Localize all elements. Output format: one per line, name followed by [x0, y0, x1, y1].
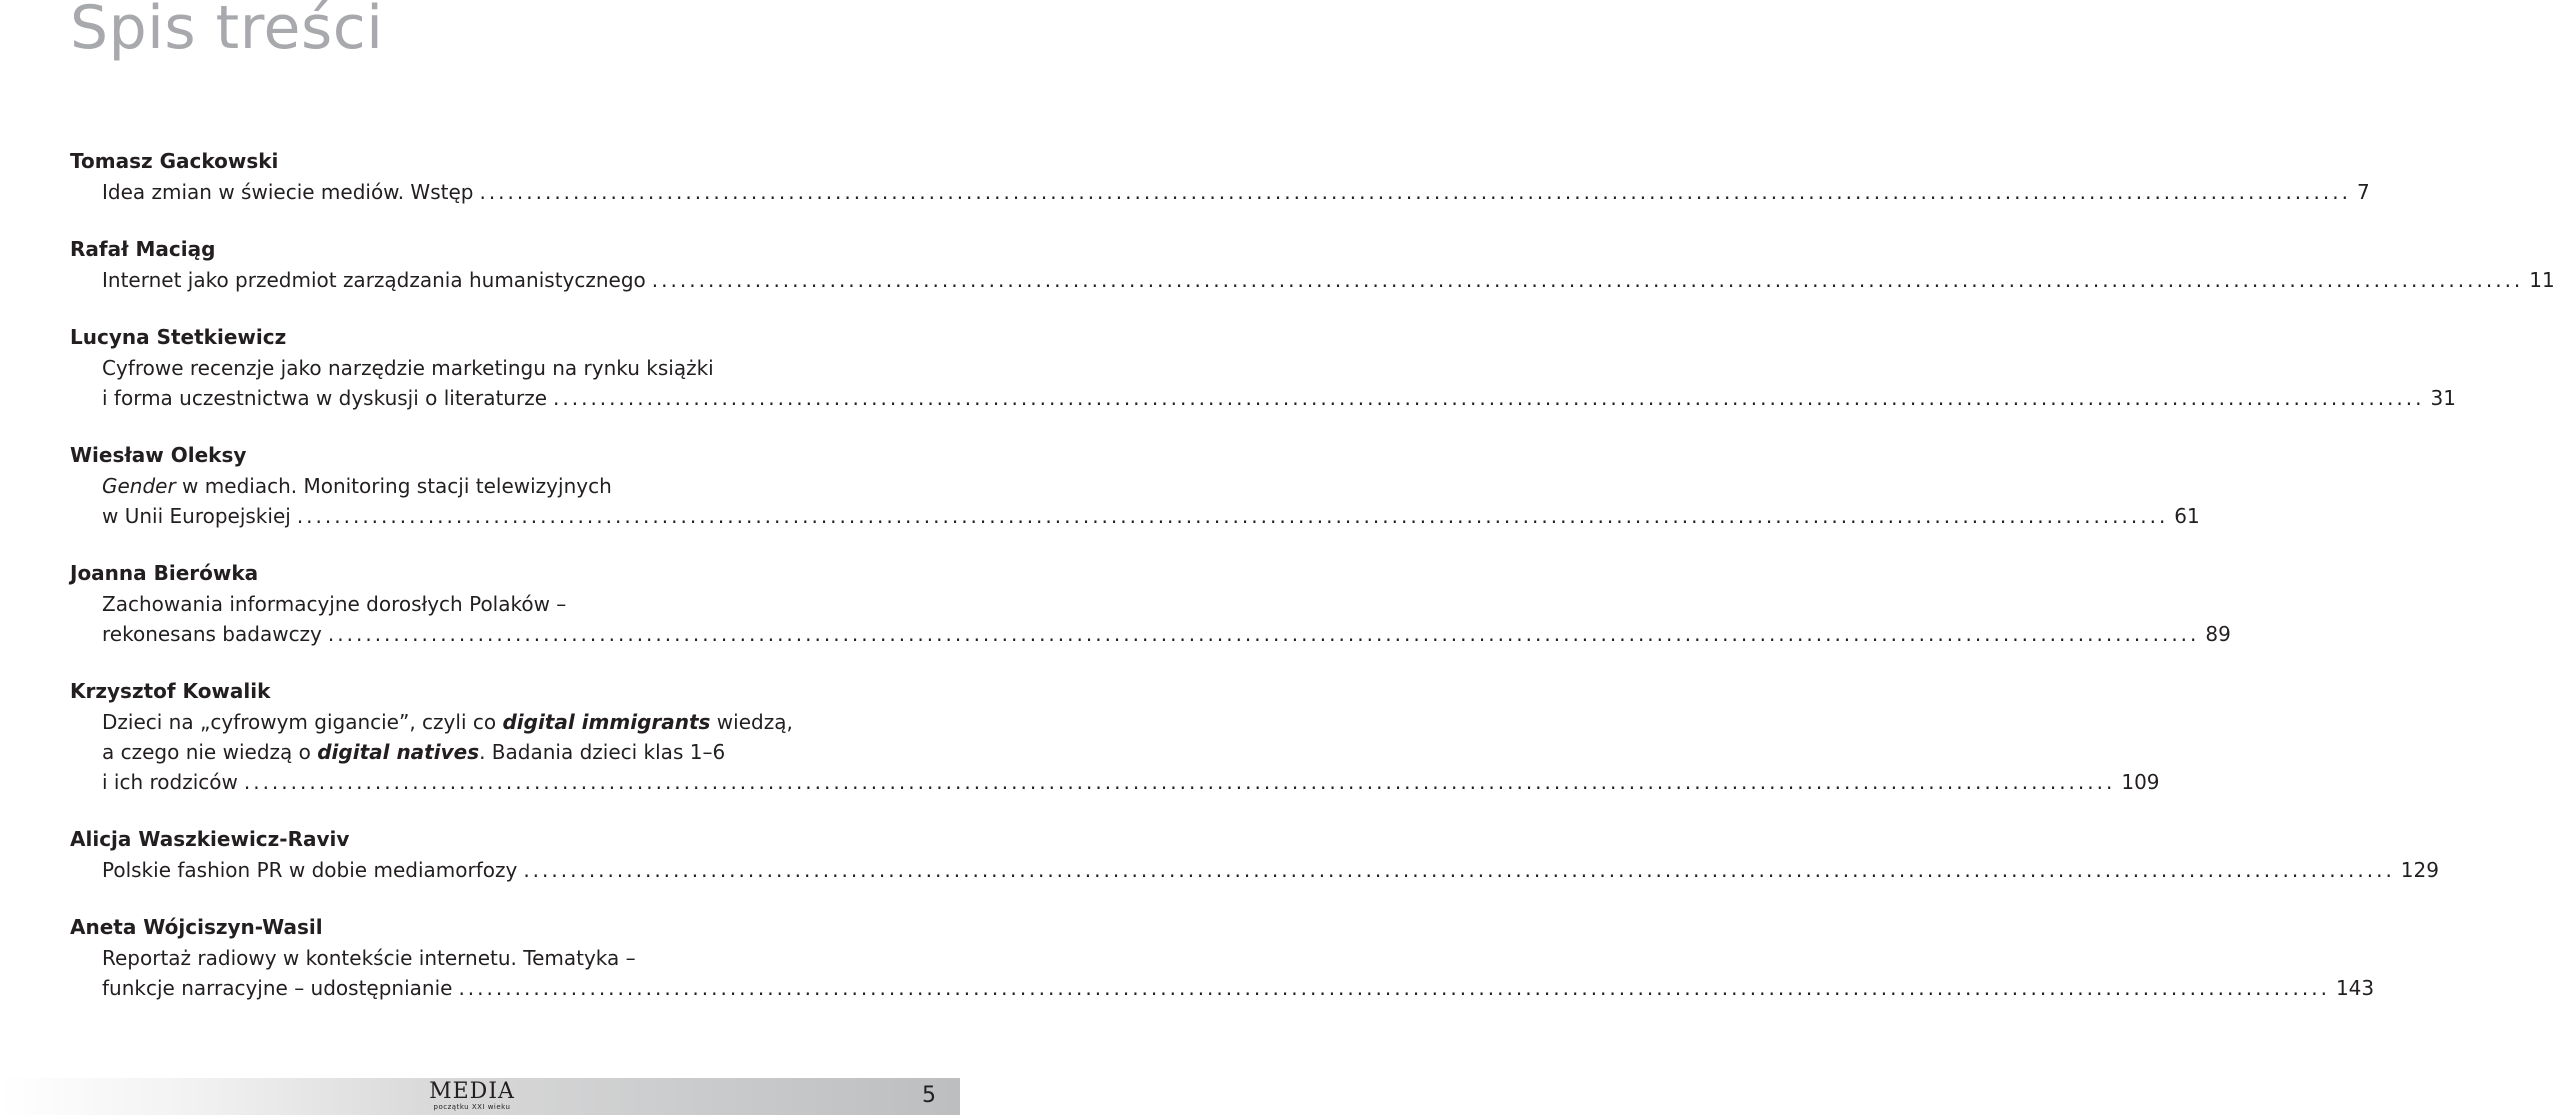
toc-title-line: [102, 589, 876, 619]
toc-author: Lucyna Stetkiewicz: [70, 325, 287, 349]
page-title: Spis treści: [70, 0, 384, 63]
toc-page-number: 109: [2121, 770, 2160, 794]
toc-title-segment: . Badania dzieci klas 1–6: [479, 740, 726, 764]
dot-leader: ........................................................................................................................................................................................................: [651, 268, 2524, 292]
toc-title-line: [102, 619, 2231, 649]
logo-text: MEDIA: [429, 1079, 515, 1104]
toc-title-segment: funkcje narracyjne – udostępnianie: [102, 976, 453, 1000]
toc-title-line: [102, 353, 876, 383]
toc-page-number: 129: [2400, 858, 2439, 882]
toc-author: Alicja Waszkiewicz-Raviv: [70, 827, 350, 851]
toc-title-segment: rekonesans badawczy: [102, 622, 322, 646]
toc-title-text: [102, 973, 452, 1003]
toc-title-line: [102, 973, 2375, 1003]
toc-title-segment: i forma uczestnictwa w dyskusji o literaturze: [102, 386, 548, 410]
toc-title-line: [102, 383, 2456, 413]
toc-author: Tomasz Gackowski: [70, 149, 279, 173]
toc-title-line: [102, 265, 2555, 295]
toc-title-line: [102, 943, 876, 973]
dot-leader: ........................................................................................................................................................................................................: [523, 858, 2395, 882]
toc-title-segment: digital immigrants: [502, 710, 711, 734]
toc-entry: [70, 823, 2439, 885]
dot-leader: ........................................................................................................................................................................................................: [553, 386, 2425, 410]
table-of-contents: [70, 145, 2555, 1029]
toc-title-text: [102, 501, 291, 531]
logo-subtext: początku XXI wieku: [433, 1103, 511, 1111]
toc-title-line: [102, 855, 2439, 885]
toc-page-number: 143: [2335, 976, 2375, 1000]
toc-title-line: [102, 177, 2370, 207]
toc-author: Aneta Wójciszyn-Wasil: [70, 915, 323, 939]
toc-title-text: [102, 619, 322, 649]
toc-title-text: [102, 265, 646, 295]
toc-title-segment: wiedzą,: [710, 710, 793, 734]
toc-title-segment: Idea zmian w świecie mediów. Wstęp: [102, 180, 474, 204]
toc-title-line: [102, 471, 876, 501]
toc-page-number: 61: [2174, 504, 2200, 528]
toc-title-text: [102, 383, 547, 413]
toc-title-segment: i ich rodziców: [102, 770, 238, 794]
toc-title-text: [102, 177, 473, 207]
toc-title-segment: Cyfrowe recenzje jako narzędzie marketingu na rynku książki: [102, 356, 714, 380]
page-number: 5: [922, 1083, 936, 1108]
toc-title-segment: Zachowania informacyjne dorosłych Polaków –: [102, 592, 567, 616]
toc-entry: [70, 557, 2231, 649]
toc-author: Krzysztof Kowalik: [70, 679, 271, 703]
toc-author: Wiesław Oleksy: [70, 443, 247, 467]
toc-entry: [70, 321, 2456, 413]
toc-entry: [70, 145, 2370, 207]
toc-title-segment: Reportaż radiowy w kontekście internetu. Tematyka –: [102, 946, 636, 970]
media-logo: [426, 1081, 518, 1113]
toc-entry: [70, 675, 2160, 797]
toc-page-number: 11: [2529, 268, 2555, 292]
toc-title-segment: Polskie fashion PR w dobie mediamorfozy: [102, 858, 518, 882]
toc-author: Rafał Maciąg: [70, 237, 216, 261]
toc-title-segment: Dzieci na „cyfrowym gigancie”, czyli co: [102, 710, 503, 734]
toc-title-text: [102, 855, 517, 885]
dot-leader: ........................................................................................................................................................................................................: [458, 976, 2330, 1000]
toc-title-line: [102, 707, 876, 737]
dot-leader: ........................................................................................................................................................................................................: [243, 770, 2116, 794]
toc-page-number: 7: [2356, 180, 2370, 204]
toc-title-segment: w Unii Europejskiej: [102, 504, 291, 528]
dot-leader: ........................................................................................................................................................................................................: [296, 504, 2169, 528]
toc-page-number: 31: [2430, 386, 2456, 410]
toc-title-line: [102, 501, 2200, 531]
toc-entry: [70, 439, 2200, 531]
dot-leader: ........................................................................................................................................................................................................: [479, 180, 2351, 204]
toc-author: Joanna Bierówka: [70, 561, 259, 585]
toc-title-line: [102, 767, 2160, 797]
toc-title-segment: Internet jako przedmiot zarządzania humanistycznego: [102, 268, 646, 292]
toc-title-segment: digital natives: [317, 740, 480, 764]
toc-entry: [70, 911, 2375, 1003]
toc-page-number: 89: [2205, 622, 2231, 646]
dot-leader: ........................................................................................................................................................................................................: [327, 622, 2200, 646]
toc-entry: [70, 233, 2555, 295]
toc-title-segment: Gender: [102, 474, 176, 498]
toc-title-segment: w mediach. Monitoring stacji telewizyjnych: [175, 474, 612, 498]
toc-title-segment: a czego nie wiedzą o: [102, 740, 318, 764]
toc-title-text: [102, 767, 238, 797]
toc-title-line: [102, 737, 876, 767]
